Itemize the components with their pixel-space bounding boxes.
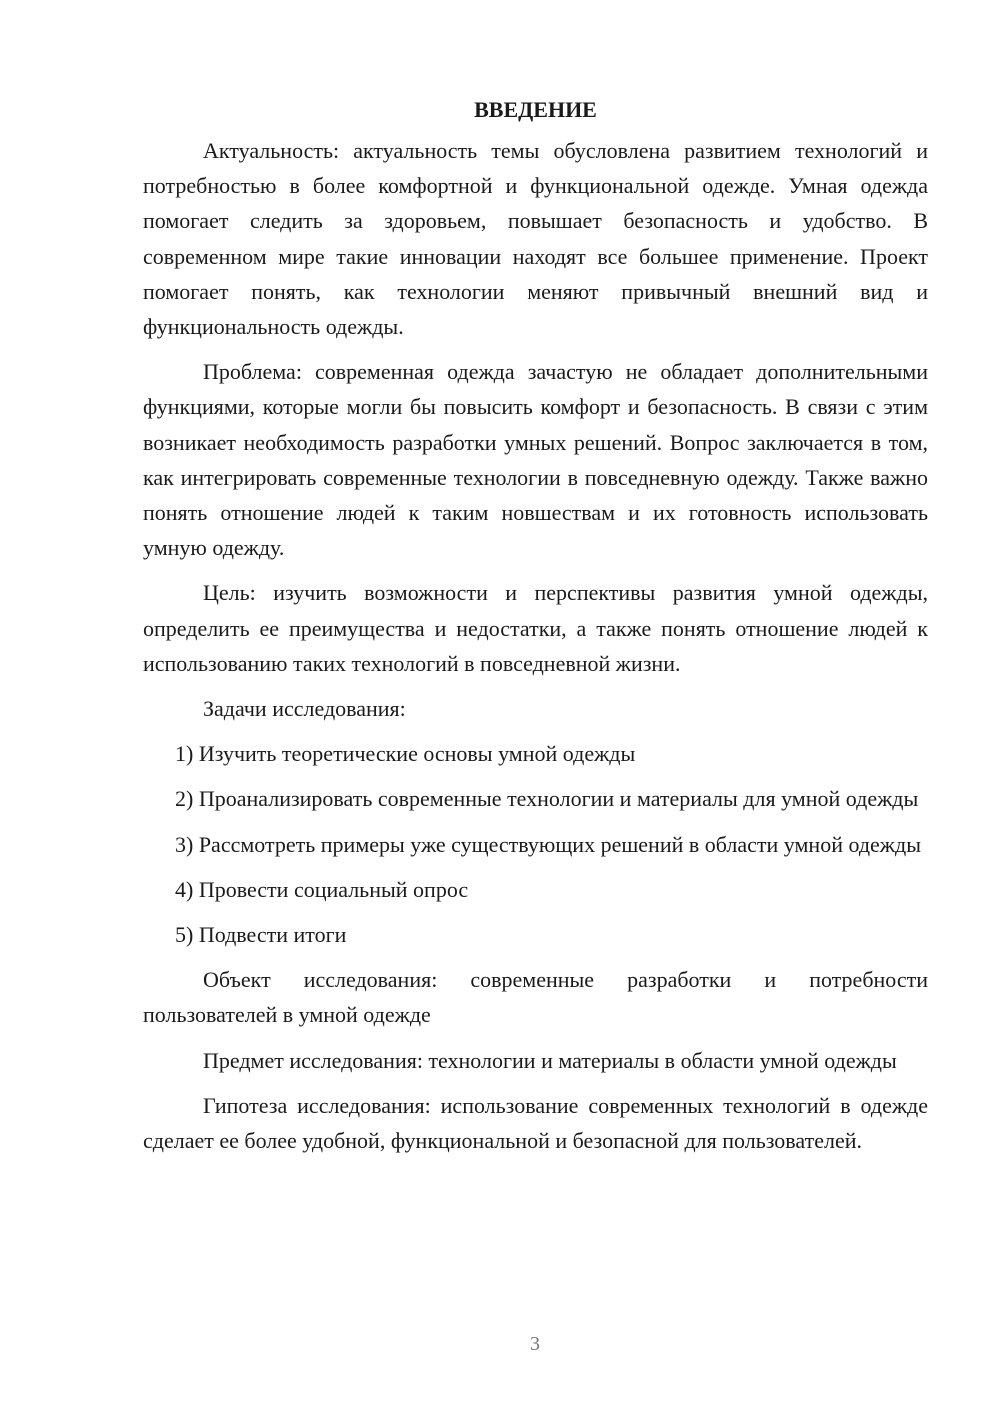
document-page: [143, 92, 928, 1158]
object-paragraph: Объект исследования: современные разработки и потребности пользователей в умной одежде: [143, 967, 928, 1028]
subject-paragraph: Предмет исследования: технологии и материалы в области умной одежды: [203, 1047, 897, 1073]
problem-paragraph: Проблема: современная одежда зачастую не обладает дополнительными функциями, которые могли бы повысить комфорт и безопасность. В связи с этим возникает необходимость разработки умных решений. Вопрос заключается в том, как интегрировать современные технологии в повседневную одежду. Также важно понять отношение людей к таким новшествам и их готовность использовать умную одежду.: [143, 359, 928, 561]
task-item-1: 1) Изучить теоретические основы умной одежды: [175, 741, 636, 767]
goal-paragraph: Цель: изучить возможности и перспективы развития умной одежды, определить ее преимущества и недостатки, а также понять отношение людей к использованию таких технологий в повседневной жизни.: [143, 580, 928, 676]
task-item-4: 4) Провести социальный опрос: [175, 876, 469, 902]
task-item-5: 5) Подвести итоги: [175, 922, 347, 948]
page-number: 3: [530, 1333, 540, 1355]
task-item-3: 3) Рассмотреть примеры уже существующих решений в области умной одежды: [175, 831, 921, 857]
hypothesis-paragraph: Гипотеза исследования: использование современных технологий в одежде сделает ее более удобной, функциональной и безопасной для пользователей.: [143, 1092, 928, 1154]
task-item-2: 2) Проанализировать современные технологии и материалы для умной одежды: [175, 786, 919, 812]
relevance-paragraph: Актуальность: актуальность темы обусловлена развитием технологий и потребностью в более комфортной и функциональной одежде. Умная одежда помогает следить за здоровьем, повышает безопасность и удобство. В современном мире такие инновации находят все большее применение. Проект помогает понять, как технологии меняют привычный внешний вид и функциональность одежды.: [143, 138, 928, 340]
section-heading: ВВЕДЕНИЕ: [474, 97, 597, 122]
tasks-heading: Задачи исследования:: [203, 696, 406, 722]
